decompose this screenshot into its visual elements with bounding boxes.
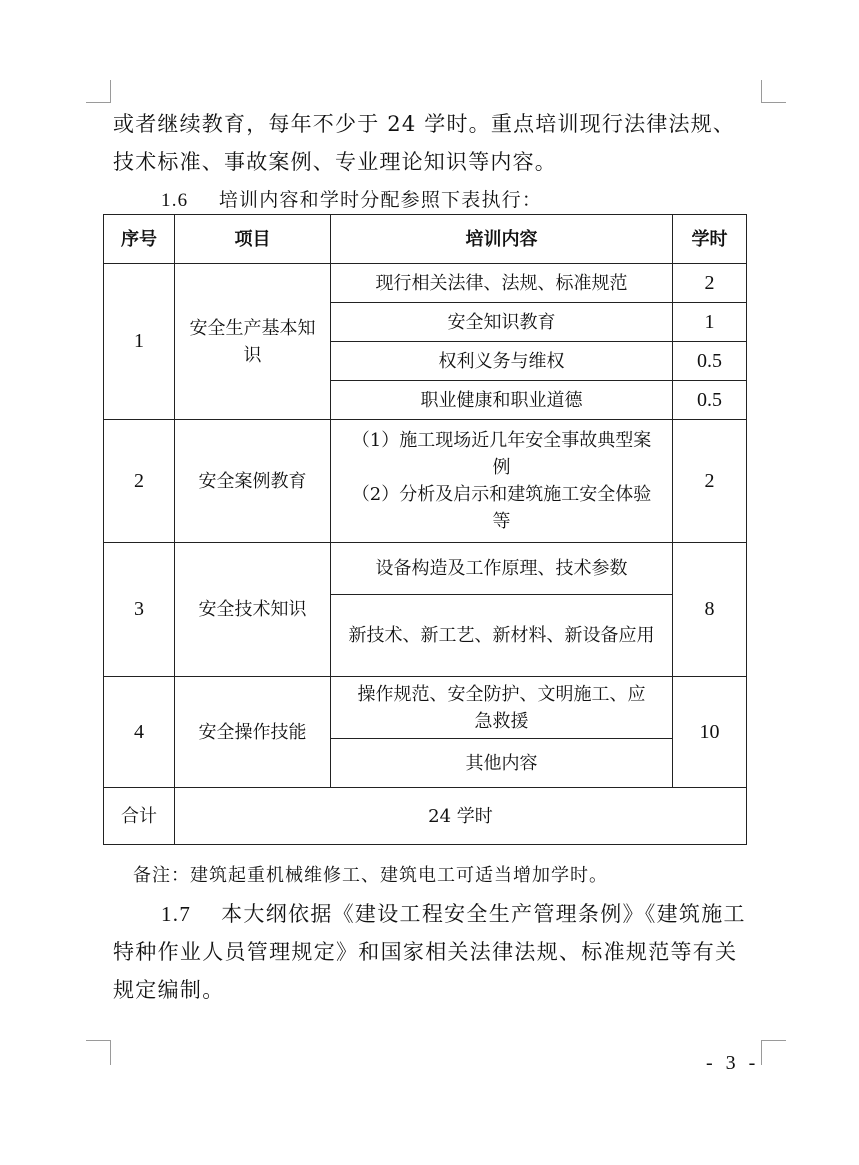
row-item: 安全生产基本知识 bbox=[175, 264, 331, 420]
section-text: 培训内容和学时分配参照下表执行： bbox=[218, 189, 543, 211]
row-no: 3 bbox=[104, 543, 175, 677]
header-item: 项目 bbox=[175, 215, 331, 264]
header-content: 培训内容 bbox=[331, 215, 673, 264]
intro-line-2: 技术标准、事故案例、专业理论知识等内容。 bbox=[113, 150, 557, 174]
content-line-1: （1）施工现场近几年安全事故典型案例 bbox=[351, 430, 652, 478]
row-hours: 0.5 bbox=[673, 381, 747, 420]
row-content: 操作规范、安全防护、文明施工、应急救援 bbox=[331, 677, 673, 739]
intro-paragraph bbox=[113, 105, 761, 181]
table-row bbox=[104, 420, 747, 543]
row-content: 职业健康和职业道德 bbox=[331, 381, 673, 420]
margin-mark-bottom-right bbox=[761, 1040, 786, 1065]
section-text-line-2: 特种作业人员管理规定》和国家相关法律法规、标准规范等有关 bbox=[113, 940, 738, 964]
row-item: 安全技术知识 bbox=[175, 543, 331, 677]
content-line-2: （2）分析及启示和建筑施工安全体验等 bbox=[351, 484, 652, 532]
section-text-line-3: 规定编制。 bbox=[113, 978, 225, 1002]
table-row bbox=[104, 677, 747, 739]
row-content: 安全知识教育 bbox=[331, 303, 673, 342]
section-number: 1.6 bbox=[161, 190, 189, 211]
header-hours: 学时 bbox=[673, 215, 747, 264]
row-hours: 10 bbox=[673, 677, 747, 788]
section-number: 1.7 bbox=[161, 902, 192, 926]
row-hours: 1 bbox=[673, 303, 747, 342]
margin-mark-top-left bbox=[86, 80, 111, 103]
row-content: 设备构造及工作原理、技术参数 bbox=[331, 543, 673, 595]
table-note: 备注：建筑起重机械维修工、建筑电工可适当增加学时。 bbox=[133, 865, 608, 886]
training-table bbox=[103, 214, 747, 845]
row-no: 1 bbox=[104, 264, 175, 420]
row-content: 权利义务与维权 bbox=[331, 342, 673, 381]
row-content: 其他内容 bbox=[331, 739, 673, 788]
row-no: 2 bbox=[104, 420, 175, 543]
total-label: 合计 bbox=[104, 788, 175, 845]
row-item: 安全案例教育 bbox=[175, 420, 331, 543]
row-content bbox=[331, 420, 673, 543]
row-hours: 8 bbox=[673, 543, 747, 677]
table-total-row bbox=[104, 788, 747, 845]
margin-mark-bottom-left bbox=[86, 1040, 111, 1065]
page-number: - 3 - bbox=[706, 1052, 760, 1074]
row-item: 安全操作技能 bbox=[175, 677, 331, 788]
intro-line-1: 或者继续教育，每年不少于 24 学时。重点培训现行法律法规、 bbox=[113, 112, 736, 136]
margin-mark-top-right bbox=[761, 80, 786, 103]
row-hours: 0.5 bbox=[673, 342, 747, 381]
table-row bbox=[104, 264, 747, 303]
row-hours: 2 bbox=[673, 420, 747, 543]
table-header-row bbox=[104, 215, 747, 264]
table-row bbox=[104, 543, 747, 595]
row-no: 4 bbox=[104, 677, 175, 788]
header-no: 序号 bbox=[104, 215, 175, 264]
row-content: 新技术、新工艺、新材料、新设备应用 bbox=[331, 595, 673, 677]
section-1-7 bbox=[113, 895, 763, 1009]
row-content: 现行相关法律、法规、标准规范 bbox=[331, 264, 673, 303]
total-value: 24 学时 bbox=[175, 788, 747, 845]
row-hours: 2 bbox=[673, 264, 747, 303]
section-text-line-1: 本大纲依据《建设工程安全生产管理条例》《建筑施工 bbox=[221, 902, 746, 926]
